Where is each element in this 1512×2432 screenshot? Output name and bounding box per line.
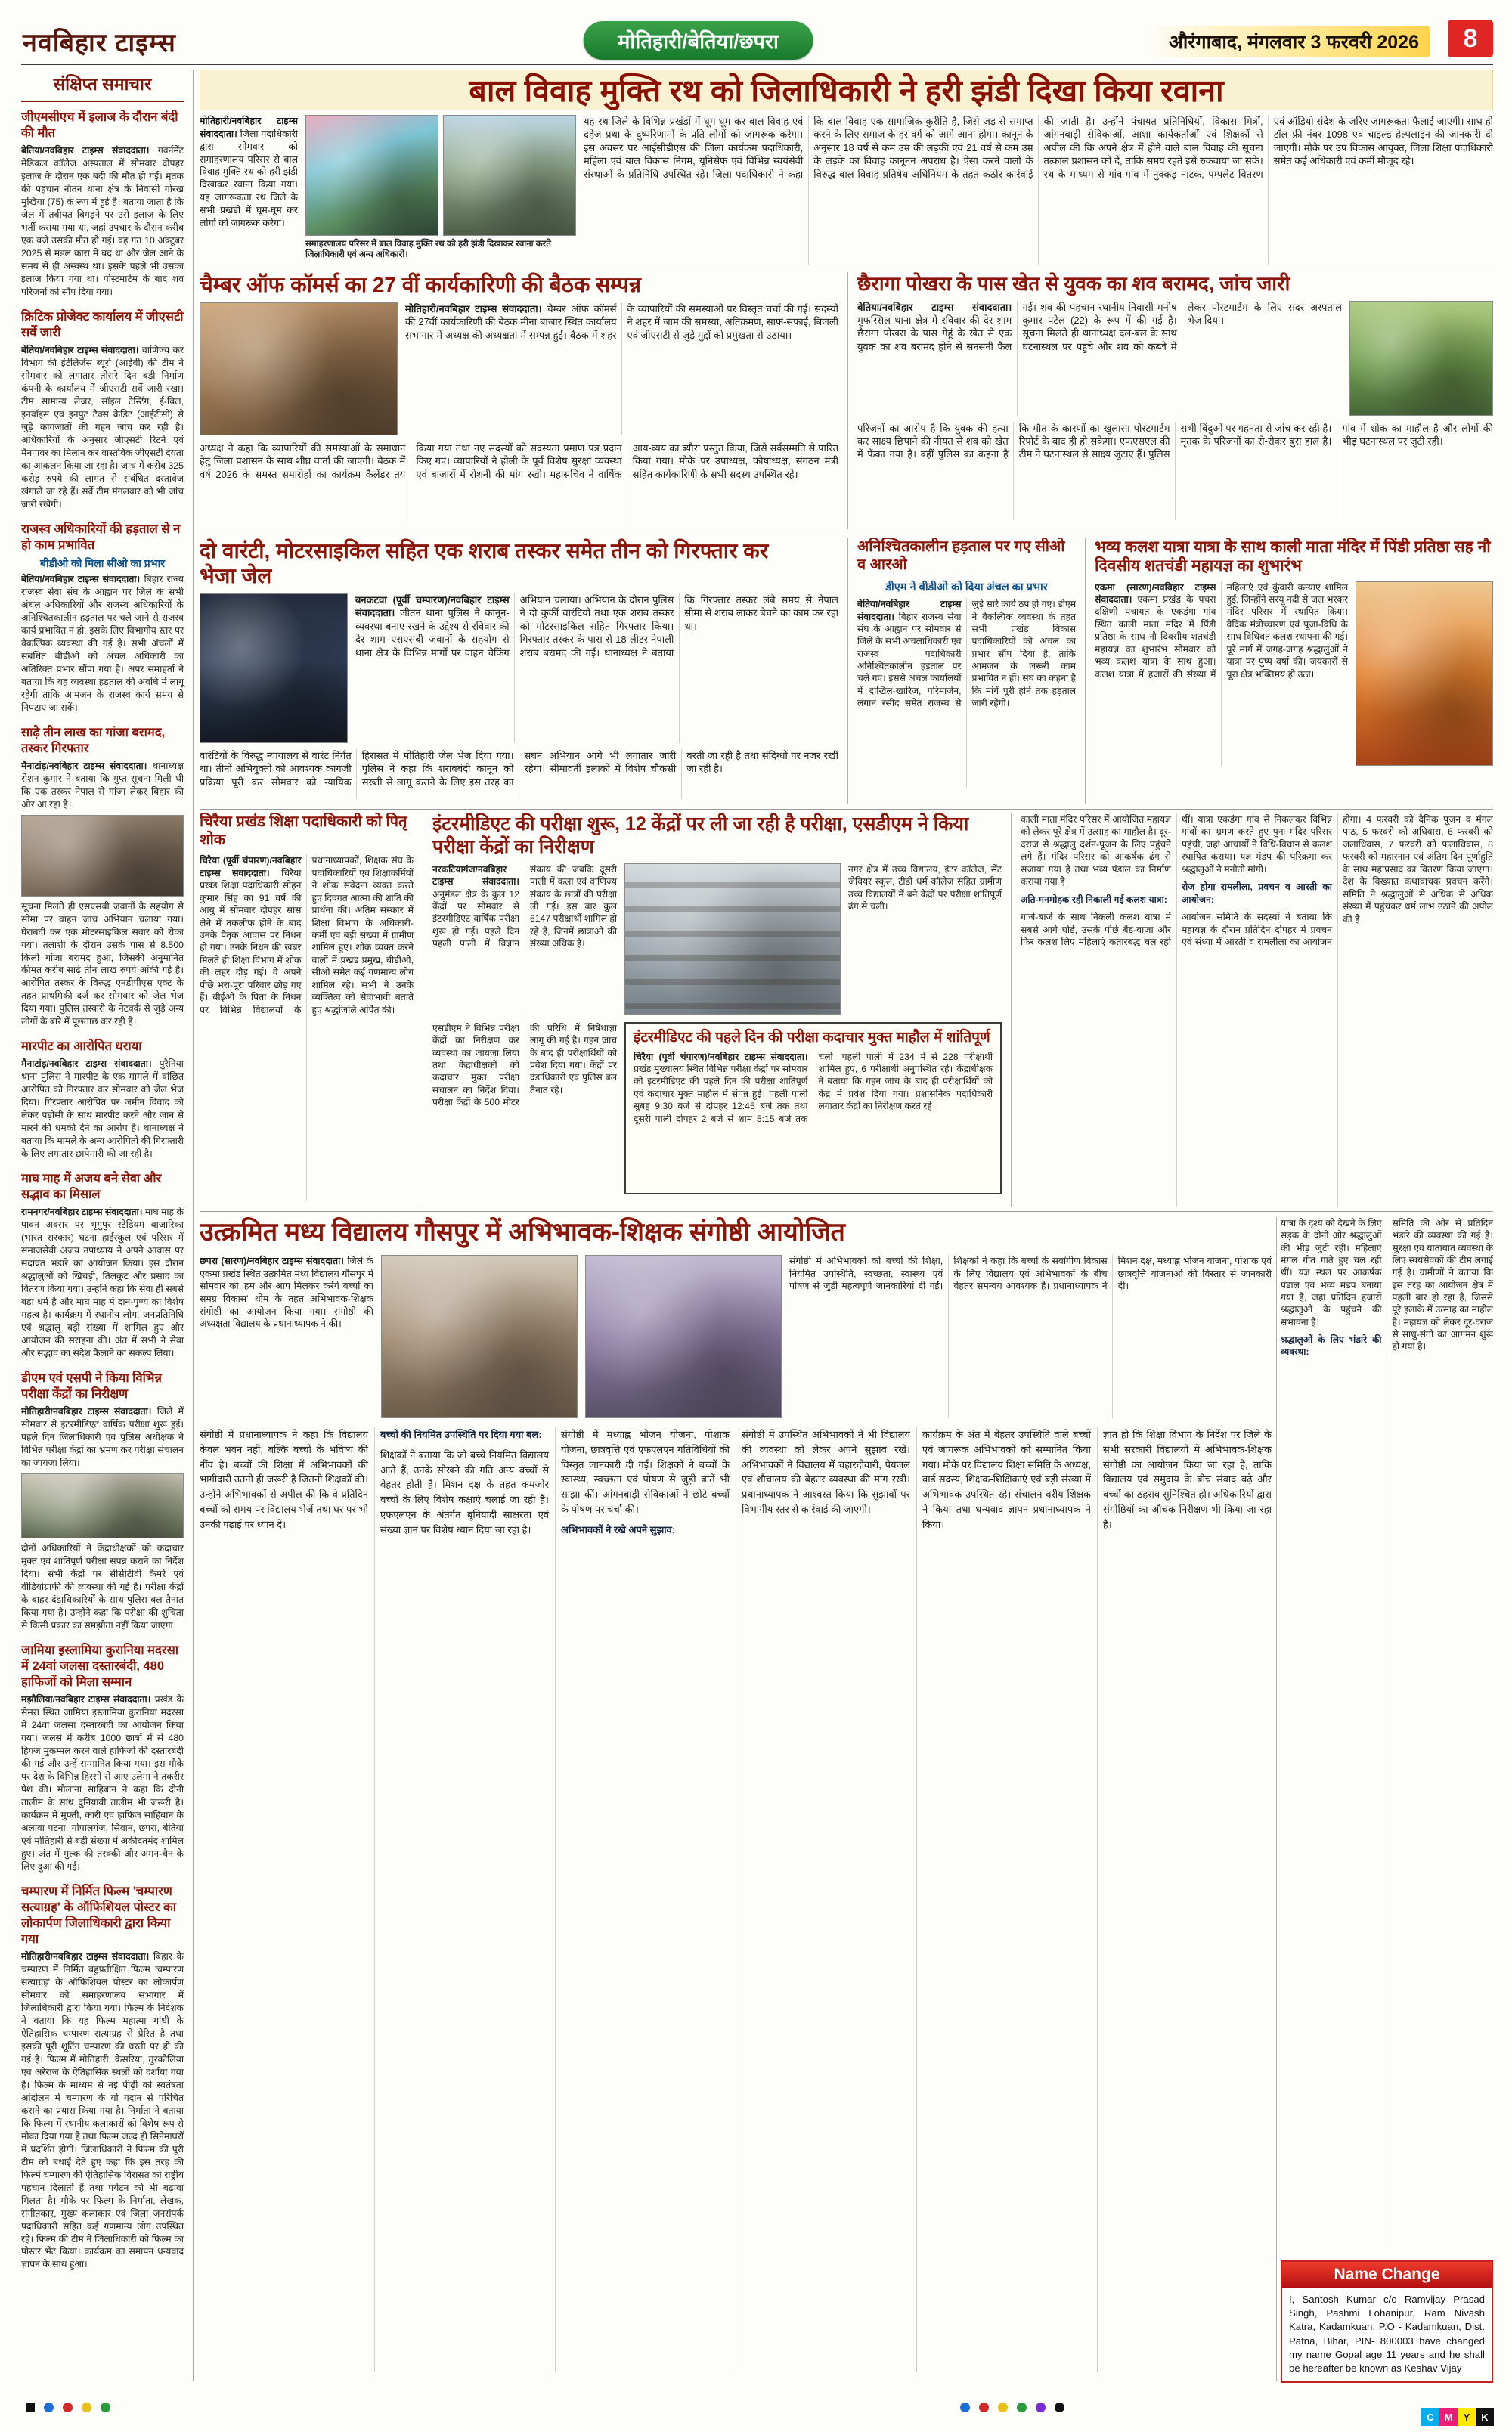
- article-text: जिले के एकमा प्रखंड स्थित उत्क्रमित मध्य विद्यालय गौसपुर में सोमवार को 'हम और आप मिलकर करेंगे बच्चों का समग्र विकास' थीम के तहत अभिभावक-शिक्षक संगोष्ठी का आयोजन किया गया। संगोष्ठी की अध्यक्षता विद्यालय के प्रधानाध्यापक ने की।: [200, 1256, 373, 1330]
- article-text: संगोष्ठी में मध्याह्न भोजन योजना, पोशाक योजना, छात्रवृत्ति एवं एफएलएन गतिविधियों की विस्तृत जानकारी दी गई। शिक्षकों ने बच्चों के स्वास्थ्य, स्वच्छता एवं पोषण से जुड़ी बातें भी साझा कीं। आंगनबाड़ी सेविकाओं ने छोटे बच्चों के पोषण पर चर्चा की।: [561, 1429, 730, 1515]
- continuation-text: काली माता मंदिर परिसर में आयोजित महायज्ञ को लेकर पूरे क्षेत्र में उत्साह का माहौल है। दूर-दराज से श्रद्धालु दर्शन-पूजन के लिए पहुंचने लगे हैं। मंदिर परिसर को आकर्षक ढंग से सजाया गया है तथा भव्य पंडाल का निर्माण कराया गया है।: [1021, 814, 1171, 888]
- article-headline: छैरागा पोखरा के पास खेत से युवक का शव बरामद, जांच जारी: [857, 272, 1290, 295]
- brief-news-item: [21, 1371, 184, 1632]
- article-intro: [200, 1255, 373, 1418]
- article-text: एकमा प्रखंड के पचरा दक्षिणी पंचायत के एकडंगा गांव स्थित काली माता मंदिर में पिंडी प्रतिष्ठा के साथ नौ दिवसीय शतचंडी महायज्ञ का शुभारंभ सोमवार को भव्य कलश यात्रा के साथ हुआ। कलश यात्रा में हजारों की संख्या में महिलाएं एवं कुंवारी कन्याएं शामिल हुईं, जिन्होंने सरयू नदी से जल भरकर मंदिर परिसर में स्थापित किया। वैदिक मंत्रोच्चारण एवं पूजा-विधि के साथ विधिवत कलश स्थापना की गई। पूरे मार्ग में जगह-जगह श्रद्धालुओं ने यात्रा पर पुष्प वर्षा की। जयकारों से पूरा क्षेत्र भक्तिमय हो उठा।: [1095, 581, 1348, 680]
- news-body: [21, 760, 184, 811]
- registration-dot: [44, 2403, 54, 2412]
- continuation-subhead: रोज होगा रामलीला, प्रवचन व आरती का आयोजन:: [1182, 881, 1332, 905]
- article-bereavement: [200, 813, 423, 1207]
- lead-intro: जिला पदाधिकारी द्वारा सोमवार को समाहरणालय परिसर से बाल विवाह मुक्ति रथ को हरी झंडी दिखाकर रवाना किया गया। यह जागरूकता रथ जिले के सभी प्रखंडों में घूम-घूम कर लोगों को जागरूक करेगा।: [200, 128, 298, 228]
- rail-subhead: श्रद्धालुओं के लिए भंडारे की व्यवस्था:: [1281, 1334, 1382, 1358]
- article-text: संगोष्ठी में प्रधानाध्यापक ने कहा कि विद्यालय केवल भवन नहीं, बल्कि बच्चों के भविष्य की नींव है। बच्चों की शिक्षा में अभिभावकों की भागीदारी उतनी ही जरूरी है जितनी शिक्षकों की। उन्होंने अभिभावकों से अपील की कि वे प्रतिदिन बच्चों को समय पर विद्यालय भेजें तथा घर पर भी उनकी पढ़ाई पर ध्यान दें।: [200, 1429, 368, 1530]
- article-text: संगोष्ठी में उपस्थित अभिभावकों ने भी विद्यालय की व्यवस्था को लेकर अपने सुझाव रखे। अभिभावकों ने विद्यालय में चहारदीवारी, पेयजल एवं शौचालय की बेहतर व्यवस्था की मांग रखी। प्रधानाध्यापक ने आश्वस्त किया कि सुझावों पर विभागीय स्तर से कार्रवाई की जाएगी।: [742, 1429, 910, 1515]
- masthead: [21, 18, 1493, 60]
- registration-marks: [0, 2393, 1512, 2432]
- news-text: बिहार के चम्पारण में निर्मित बहुप्रतीक्षित फिल्म 'चम्पारण सत्याग्रह' के ऑफिशियल पोस्टर का लोकार्पण सोमवार को समाहरणालय सभागार में जिलाधिकारी द्वारा किया गया। फिल्म के निर्देशक ने बताया कि यह फिल्म महात्मा गांधी के ऐतिहासिक चम्पारण सत्याग्रह से प्रेरित है तथा इसकी पूरी शूटिंग चम्पारण की धरती पर ही की गई है। फिल्म में मोतिहारी, केसरिया, तुरकौलिया एवं अरेराज के ऐतिहासिक स्थलों को दर्शाया गया है। फिल्म के माध्यम से नई पीढ़ी को स्वतंत्रता आंदोलन में चम्पारण के यो गदान से परिचित कराने का प्रयास किया गया है। निर्माता ने बताया कि फिल्म में स्थानीय कलाकारों को विशेष रूप से मौका दिया गया है तथा फिल्म जल्द ही सिनेमाघरों में प्रदर्शित होगी। जिलाधिकारी ने फिल्म की पूरी टीम को बधाई देते हुए कहा कि इस तरह की फिल्में चम्पारण की ऐतिहासिक विरासत को राष्ट्रीय पहचान दिलाती हैं तथा पर्यटन को भी बढ़ावा मिलता है। मौके पर फिल्म के निर्माता, लेखक, संगीतकार, मुख्य कलाकार एवं जिला जनसंपर्क पदाधिकारी सहित कई गणमान्य लोग उपस्थित रहे। फिल्म की टीम ने जिलाधिकारी को फिल्म का पोस्टर भेंट किया। कार्यक्रम का समापन धन्यवाद ज्ञापन के साथ हुआ।: [21, 1951, 184, 2270]
- news-body: [21, 1950, 184, 2271]
- article-inter-exam: [432, 813, 1012, 1207]
- brief-news-item: [21, 1884, 184, 2272]
- registration-dot: [979, 2403, 989, 2412]
- lead-dateline: मोतिहारी/नवबिहार टाइम्स संवाददाता।: [200, 116, 298, 139]
- ptm-photo-1: [381, 1255, 578, 1418]
- news-body: दोनों अधिकारियों ने केंद्राधीक्षकों को कदाचार मुक्त एवं शांतिपूर्ण परीक्षा संपन्न कराने का निर्देश दिया। सभी केंद्रों पर सीसीटीवी कैमरे एवं वीडियोग्राफी की व्यवस्था की गई है। परीक्षा केंद्रों के बाहर दंडाधिकारियों के साथ पुलिस बल तैनात किया गया है। उन्होंने कहा कि परीक्षा की शुचिता से किसी प्रकार का समझौता नहीं किया जाएगा।: [21, 1543, 184, 1631]
- article-body-found: [857, 272, 1493, 529]
- brief-news-item: [21, 1171, 184, 1360]
- brief-news-item: [21, 1643, 184, 1873]
- news-dateline: बेतिया/नवबिहार टाइम्स संवाददाता।: [21, 573, 141, 584]
- news-headline: क्रिटिक प्रोजेक्ट कार्यालय में जीएसटी सर्वे जारी: [21, 309, 184, 339]
- news-subhead: बीडीओ को मिला सीओ का प्रभार: [40, 556, 165, 569]
- brief-news-item: [21, 110, 184, 299]
- article-body: [200, 854, 414, 1201]
- news-headline: मारपीट का आरोपित धराया: [21, 1039, 142, 1054]
- section-divider: [200, 1211, 1493, 1212]
- rail-text: यात्रा के दृश्य को देखने के लिए सड़क के दोनों ओर श्रद्धालुओं की भीड़ जुटी रही। महिलाएं मंगल गीत गाते हुए चल रही थीं। यज्ञ स्थल पर आकर्षक पंडाल एवं भव्य मंडप बनाया गया है, जहां प्रतिदिन हजारों श्रद्धालुओं के पहुंचने की संभावना है।: [1281, 1218, 1382, 1328]
- brief-news-sidebar: [21, 70, 194, 2381]
- article-text: मुफस्सिल थाना क्षेत्र में रविवार की देर शाम छैरागा पोखरा के पास गेहूं के खेत से एक युवक का शव बरामद होने से सनसनी फैल गई। शव की पहचान स्थानीय निवासी मनीष कुमार पटेल (22) के रूप में की गई है। सूचना मिलते ही थानाध्यक्ष दल-बल के साथ घटनास्थल पर पहुंचे और शव को कब्जे में लेकर पोस्टमार्टम के लिए सदर अस्पताल भेज दिया।: [857, 301, 1342, 352]
- brief-news-item: [21, 1039, 184, 1160]
- news-text: बिहार राज्य राजस्व सेवा संघ के आह्वान पर जिले के सभी अंचल अधिकारियों और राजस्व अधिकारियों के अनिश्चितकालीन हड़ताल पर चले जाने से राजस्व कार्य प्रभावित न हो, इसके लिए विभागीय स्तर पर वैकल्पिक व्यवस्था की गई है। सभी अंचलों में संबंधित बीडीओ को अंचल अधिकारी का अतिरिक्त प्रभार सौंपा गया है। अपर समाहर्ता ने बताया कि यह व्यवस्था हड़ताल की अवधि में लागू रहेगी ताकि आमजन के राजस्व कार्य समय से निपटाए जा सकें।: [21, 573, 184, 713]
- paper-title: नवबिहार टाइम्स: [23, 29, 176, 57]
- news-dateline: मझौलिया/नवबिहार टाइम्स संवाददाता।: [21, 1694, 151, 1705]
- article-body: [1095, 581, 1348, 766]
- article-body: [432, 863, 617, 1015]
- registration-square: [26, 2403, 35, 2412]
- news-text: पुरैनिया थाना पुलिस ने मारपीट के एक मामले में वांछित आरोपित को गिरफ्तार कर सोमवार को जेल भेज दिया। गिरफ्तार आरोपित पर जमीन विवाद को लेकर पड़ोसी के साथ मारपीट करने और जान से मारने की धमकी देने का आरोप है। थानाध्यक्ष ने बताया कि मामले के अन्य आरोपितों की गिरफ्तारी के लिए लगातार छापेमारी की जा रही है।: [21, 1058, 184, 1160]
- article-side-columns: संगोष्ठी में अभिभावकों को बच्चों की शिक्षा, नियमित उपस्थिति, स्वच्छता, स्वास्थ्य एवं पोषण से जुड़ी महत्वपूर्ण जानकारियां दी गईं। शिक्षकों ने कहा कि बच्चों के सर्वांगीण विकास के लिए विद्यालय एवं अभिभावकों के बीच बेहतर समन्वय आवश्यक है। प्रधानाध्यापक ने मिशन दक्ष, मध्याह्न भोजन योजना, पोशाक एवं छात्रवृत्ति योजनाओं की विस्तार से जानकारी दी।: [789, 1256, 1272, 1292]
- article-body: [857, 301, 1342, 416]
- cmyk-bar: [1421, 2408, 1494, 2426]
- article-text: चिरैया प्रखंड शिक्षा पदाधिकारी सोहन कुमार सिंह का 91 वर्ष की आयु में सोमवार दोपहर सांस लेने में तकलीफ होने के बाद उनके पैतृक आवास पर निधन हो गया। उनके निधन की खबर मिलते ही शिक्षा विभाग में शोक की लहर दौड़ गई। वे अपने पीछे भरा-पूरा परिवार छोड़ गए हैं। बीईओ के पिता के निधन पर विभिन्न विद्यालयों के प्रधानाध्यापकों, शिक्षक संघ के पदाधिकारियों एवं शिक्षाकर्मियों ने शोक संवेदना व्यक्त करते हुए दिवंगत आत्मा की शांति की प्रार्थना की। अंतिम संस्कार में शिक्षा विभाग के अधिकारी-कर्मी एवं बड़ी संख्या में ग्रामीण शामिल हुए। शोक व्यक्त करने वालों में प्रखंड प्रमुख, बीडीओ, सीओ समेत कई गणमान्य लोग शामिल रहे। सभी ने उनके व्यक्तित्व को सेवाभावी बताते हुए श्रद्धांजलि अर्पित की।: [200, 855, 414, 1015]
- news-dateline: मोतिहारी/नवबिहार टाइम्स संवाददाता।: [21, 1951, 150, 1963]
- news-headline: साढ़े तीन लाख का गांजा बरामद, तस्कर गिरफ्तार: [21, 725, 166, 755]
- registration-dot: [1036, 2403, 1046, 2412]
- article-body: [405, 302, 838, 435]
- article-headline: इंटरमीडिएट की पहले दिन की परीक्षा कदाचार मुक्त माहौल में शांतिपूर्ण: [634, 1030, 990, 1046]
- continuation-subhead: अति-मनमोहक रही निकाली गई कलश यात्रा:: [1021, 894, 1167, 905]
- article-body-columns: [200, 1427, 1272, 2372]
- registration-dot: [1055, 2403, 1064, 2412]
- article-liquor-arrest: [200, 538, 848, 804]
- section-divider: [200, 809, 1493, 810]
- article-body-continued: वारंटियों के विरुद्ध न्यायालय से वारंट निर्गत था। तीनों अभियुक्तों को आवश्यक कागजी प्रक्रिया पूरी कर सोमवार को न्यायिक हिरासत में मोतिहारी जेल भेज दिया गया। पुलिस ने कहा कि शराबबंदी कानून को सख्ती से लागू कराने के लिए इस तरह का सघन अभियान आगे भी लगातार जारी रहेगा। सीमावर्ती इलाकों में विशेष चौकसी बरती जा रही है तथा संदिग्धों पर नजर रखी जा रही है।: [200, 750, 838, 788]
- lead-body: यह रथ जिले के विभिन्न प्रखंडों में घूम-घूम कर बाल विवाह एवं दहेज प्रथा के दुष्परिणामों के प्रति लोगों को जागरूक करेगा। इस अवसर पर आईसीडीएस की जिला कार्यक्रम पदाधिकारी, महिला एवं बाल विकास निगम, यूनिसेफ एवं विभिन्न स्वयंसेवी संस्थाओं के प्रतिनिधि उपस्थित रहे। जिला पदाधिकारी ने कहा कि बाल विवाह एक सामाजिक कुरीति है, जिसे जड़ से समाप्त करने के लिए समाज के हर वर्ग को आगे आना होगा। कानून के अनुसार 18 वर्ष से कम उम्र की लड़की एवं 21 वर्ष से कम उम्र के लड़के का विवाह कानूनन अपराध है। ऐसा करने वालों के विरुद्ध बाल विवाह प्रतिषेध अधिनियम के तहत कठोर कार्रवाई की जाती है। उन्होंने पंचायत प्रतिनिधियों, विकास मित्रों, आंगनबाड़ी सेविकाओं, आशा कार्यकर्ताओं एवं शिक्षकों से अपील की कि अपने क्षेत्र में होने वाले बाल विवाह की सूचना तत्काल प्रशासन को दें, ताकि समय रहते इसे रुकवाया जा सके। रथ के माध्यम से गांव-गांव में नुक्कड़ नाटक, पम्पलेट वितरण एवं ऑडियो संदेश के जरिए जागरूकता फैलाई जाएगी। साथ ही टॉल फ्री नंबर 1098 एवं चाइल्ड हेल्पलाइन की जानकारी दी जाएगी। मौके पर उप विकास आयुक्त, जिला शिक्षा पदाधिकारी समेत कई अधिकारी एवं कर्मी मौजूद रहे।: [584, 116, 1493, 180]
- news-dateline: मोतिहारी/नवबिहार टाइम्स संवाददाता।: [21, 1406, 152, 1417]
- news-text: माघ माह के पावन अवसर पर भृगुपुर स्टेडियम बाजारिका (भारत सरकार) घटना हाईस्कूल एवं परिसर में समाजसेवी अजय उपाध्याय ने अपने आवास पर सदाव्रत भंडारे का आयोजन किया। इस दौरान श्रद्धालुओं को खिचड़ी, तिलकुट और प्रसाद का वितरण किया गया। उन्होंने कहा कि सेवा ही सबसे बड़ा धर्म है और माघ माह में दान-पुण्य का विशेष महत्व है। कार्यक्रम में स्थानीय लोग, जनप्रतिनिधि एवं श्रद्धालु बड़ी संख्या में शामिल हुए और आयोजन की सराहना की। अंत में सभी ने सेवा और सद्भाव का संदेश फैलाने का संकल्प लिया।: [21, 1207, 184, 1359]
- news-body: सूचना मिलते ही एसएसबी जवानों के सहयोग से सीमा पर वाहन जांच अभियान चलाया गया। घेराबंदी कर एक मोटरसाइकिल सवार को रोका गया। तलाशी के दौरान उसके पास से 8.500 किलो गांजा बरामद हुआ, जिसकी अनुमानित कीमत करीब साढ़े तीन लाख रुपये आंकी गई है। आरोपित तस्कर के विरुद्ध एनडीपीएस एक्ट के तहत प्राथमिकी दर्ज कर सोमवार को जेल भेज दिया गया। पुलिस तस्करी के नेटवर्क से जुड़े अन्य लोगों के बारे में पूछताछ कर रही है।: [21, 900, 184, 1027]
- news-body: [21, 1058, 184, 1160]
- news-text: प्रखंड के सेमरा स्थित जामिया इस्लामिया कुरानिया मदरसा में 24वां जलसा दस्तारबंदी का आयोजन किया गया। जलसे में करीब 1000 छात्रों में से 480 हिफ्ज मुकम्मल करने वाले हाफिजों की दस्तारबंदी की गई और उन्हें सम्मानित किया गया। इस मौके पर देश के विभिन्न हिस्सों से आए उलेमा ने तकरीर पेश की। मौलाना साहिबान ने कहा कि दीनी तालीम के साथ दुनियावी तालीम भी जरूरी है। कार्यक्रम में मुफ्ती, कारी एवं हाफिज साहिबान के अलावा पटना, गोपालगंज, सिवान, छपरा, बेतिया एवं मोतिहारी से बड़ी संख्या में अकीदतमंद शामिल हुए। अंत में मुल्क की तरक्की और अमन-चैन के लिए दुआ की गई।: [21, 1694, 184, 1872]
- news-dateline: मैनाटांड़/नवबिहार टाइम्स संवाददाता।: [21, 760, 147, 771]
- lead-photo-1: [305, 115, 438, 236]
- rail-columns: [1281, 1217, 1493, 2245]
- name-change-notice: [1281, 2260, 1493, 2383]
- article-dateline: चिरैया (पूर्वी चंपारण)/नवबिहार टाइम्स संवाददाता।: [200, 855, 302, 878]
- news-body: [21, 1693, 184, 1873]
- brief-news-item: [21, 522, 184, 714]
- lead-headline: बाल विवाह मुक्ति रथ को जिलाधिकारी ने हरी झंडी दिखा किया रवाना: [469, 73, 1224, 108]
- article-subhead: अभिभावकों ने रखे अपने सुझाव:: [561, 1523, 676, 1535]
- article-strike: [857, 538, 1086, 804]
- continuation-text: गाजे-बाजे के साथ निकली कलश यात्रा में सबसे आगे घोड़े, उसके पीछे बैंड-बाजा और फिर कलश लिए महिलाएं कतारबद्ध चल रही थीं। यात्रा एकडंगा गांव से निकलकर विभिन्न गांवों का भ्रमण करते हुए पुनः मंदिर परिसर पहुंची, जहां आचार्यों ने विधि-विधान से कलश स्थापित कराया। यज्ञ मंडप की परिक्रमा कर श्रद्धालुओं ने मनौती मांगी।: [1021, 814, 1332, 948]
- edition-dateline: औरंगाबाद, मंगलवार 3 फरवरी 2026: [1146, 26, 1430, 57]
- registration-dot: [960, 2403, 970, 2412]
- registration-dot: [63, 2403, 73, 2412]
- cmyk-magenta: M: [1439, 2408, 1458, 2426]
- registration-dot: [1017, 2403, 1027, 2412]
- article-headline: भव्य कलश यात्रा यात्रा के साथ काली माता मंदिर में पिंडी प्रतिष्ठा सह नौ दिवसीय शतचंडी महायज्ञ का शुभारंभ: [1095, 538, 1491, 575]
- article-headline: चिरैया प्रखंड शिक्षा पदाधिकारी को पितृ शोक: [200, 813, 407, 848]
- news-dateline: रामनगर/नवबिहार टाइम्स संवाददाता।: [21, 1207, 143, 1218]
- article-body-continued: एसडीएम ने विभिन्न परीक्षा केंद्रों का निरीक्षण कर व्यवस्था का जायजा लिया तथा केंद्राधीक्षकों को कदाचार मुक्त परीक्षा संचालन का निर्देश दिया। परीक्षा केंद्रों के 500 मीटर की परिधि में निषेधाज्ञा लागू की गई है। गहन जांच के बाद ही परीक्षार्थियों को प्रवेश दिया गया। केंद्रों पर दंडाधिकारी एवं पुलिस बल तैनात रहे।: [432, 1023, 617, 1108]
- article-dateline: बेतिया/नवबिहार टाइम्स संवाददाता।: [857, 599, 962, 622]
- article-headline: अनिश्चितकालीन हड़ताल पर गए सीओ व आरओ: [857, 538, 1065, 573]
- article-text: शिक्षकों ने बताया कि जो बच्चे नियमित विद्यालय आते हैं, उनके सीखने की गति अन्य बच्चों से बेहतर होती है। मिशन दक्ष के तहत कमजोर बच्चों के लिए विशेष कक्षाएं चलाई जा रही हैं। एफएलएन के अंतर्गत बुनियादी साक्षरता एवं संख्या ज्ञान पर विशेष ध्यान दिया जा रहा है।: [380, 1448, 549, 1535]
- news-headline: डीएम एवं एसपी ने किया विभिन्न परीक्षा केंद्रों का निरीक्षण: [21, 1371, 162, 1402]
- news-body: [21, 573, 184, 714]
- news-body: [21, 1405, 184, 1470]
- lead-photo-2: [443, 115, 576, 236]
- article-chamber-meeting: [200, 272, 848, 529]
- article-dateline: छपरा (सारण)/नवबिहार टाइम्स संवाददाता।: [200, 1256, 344, 1267]
- column-divider: [1276, 1217, 1277, 2381]
- registration-dots-left: [26, 2403, 110, 2412]
- sidebar-title: संक्षिप्त समाचार: [21, 70, 184, 102]
- crime-scene-photo: [1349, 301, 1493, 416]
- page-number-badge: 8: [1448, 20, 1493, 57]
- article-body-continued: परिजनों का आरोप है कि युवक की हत्या कर साक्ष्य छिपाने की नीयत से शव को खेत में फेंका गया है। वहीं पुलिस का कहना है कि मौत के कारणों का खुलासा पोस्टमार्टम रिपोर्ट के बाद ही हो सकेगा। एफएसएल की टीम ने घटनास्थल से साक्ष्य जुटाए हैं। पुलिस सभी बिंदुओं पर गहनता से जांच कर रही है। मृतक के परिजनों का रो-रोकर बुरा हाल है। गांव में शोक का माहौल है और लोगों की भीड़ घटनास्थल पर जुटी रही।: [857, 422, 1493, 460]
- brief-news-item: [21, 725, 184, 1029]
- news-text: वाणिज्य कर विभाग की इंटेलिजेंस ब्यूरो (आईबी) की टीम ने सोमवार को लगातार तीसरे दिन बड़ी निर्माण कंपनी के कार्यालय में जीएसटी सर्वे जारी रखा। टीम सामान्य लेजर, सॉइल टेस्टिंग, ई-बिल, इनवॉइस एवं इनपुट टैक्स क्रेडिट (आईटीसी) से जुड़े कागजातों की गहन जांच कर रही है। अधिकारियों के अनुसार जीएसटी रिटर्न एवं मैनपावर का मिलान कर वास्तविक जीएसटी देयता का आकलन किया जा रहा है। जांच में करीब 325 करोड़ रुपये की लागत से संबंधित दस्तावेज खंगाले जा रहे हैं। सर्वे टीम मंगलवार को भी जांच जारी रखेगी।: [21, 345, 184, 510]
- news-text: थानाध्यक्ष रोशन कुमार ने बताया कि गुप्त सूचना मिली थी कि एक तस्कर नेपाल से गांजा लेकर बिहार की ओर आ रहा है।: [21, 760, 184, 810]
- article-text: जीतन थाना पुलिस ने कानून-व्यवस्था बनाए रखने के उद्देश्य से रविवार की देर शाम एसएसबी जवानों के सहयोग से थाना क्षेत्र के विभिन्न मार्गों पर वाहन चेकिंग अभियान चलाया। अभियान के दौरान पुलिस ने दो कुर्की वारंटियों तथा एक शराब तस्कर को मोटरसाइकिल सहित गिरफ्तार किया। गिरफ्तार तस्कर के पास से 18 लीटर नेपाली शराब बरामद की गई। थानाध्यक्ष ने बताया कि गिरफ्तार तस्कर लंबे समय से नेपाल सीमा से शराब लाकर बेचने का काम कर रहा था।: [355, 594, 838, 658]
- name-change-title: Name Change: [1282, 2262, 1492, 2288]
- article-dateline: मोतिहारी/नवबिहार टाइम्स संवाददाता।: [405, 303, 542, 315]
- article-dateline: नरकटियागंज/नवबिहार टाइम्स संवाददाता।: [432, 864, 519, 888]
- cmyk-cyan: C: [1421, 2408, 1439, 2426]
- article-dateline: बनकटवा (पूर्वी चम्पारण)/नवबिहार टाइम्स संवाददाता।: [355, 594, 510, 619]
- article-text: कार्यक्रम के अंत में बेहतर उपस्थिति वाले बच्चों एवं जागरूक अभिभावकों को सम्मानित किया गया। मौके पर विद्यालय शिक्षा समिति के अध्यक्ष, वार्ड सदस्य, शिक्षक-शिक्षिकाएं एवं बड़ी संख्या में अभिभावक उपस्थित रहे। संचालन वरीय शिक्षक ने किया तथा धन्यवाद ज्ञापन प्रधानाध्यापक ने किया।: [922, 1429, 1091, 1530]
- ptm-photo-2: [585, 1255, 782, 1418]
- kalash-yatra-photo: [1356, 581, 1493, 766]
- news-body: [21, 344, 184, 511]
- arrest-night-photo: [200, 593, 348, 743]
- article-headline: इंटरमीडिएट की परीक्षा शुरू, 12 केंद्रों पर ली जा रही है परीक्षा, एसडीएम ने किया परीक्षा केंद्रों का निरीक्षण: [432, 813, 969, 857]
- ganja-seizure-photo: [21, 815, 184, 897]
- news-body: [21, 1206, 184, 1360]
- masthead-divider: [21, 64, 1493, 67]
- article-body-right: नगर क्षेत्र में उच्च विद्यालय, इंटर कॉलेज, सेंट जेवियर स्कूल, टीडी धर्म कॉलेज सहित ग्रामीण उच्च विद्यालयों में बने केंद्रों पर परीक्षा शांतिपूर्ण ढंग से चली।: [848, 864, 1002, 912]
- article-text: बिहार राजस्व सेवा संघ के आह्वान पर सोमवार से जिले के सभी अंचलाधिकारी एवं राजस्व पदाधिकारी अनिश्चितकालीन हड़ताल पर चले गए। इससे अंचल कार्यालयों में दाखिल-खारिज, परिमार्जन, लगान रसीद समेत राजस्व से जुड़े सारे कार्य ठप हो गए। डीएम ने वैकल्पिक व्यवस्था के तहत सभी प्रखंड विकास पदाधिकारियों को अंचल का प्रभार सौंप दिया है, ताकि आमजन के जरूरी काम प्रभावित न हों। संघ का कहना है कि मांगें पूरी होने तक हड़ताल जारी रहेगी।: [857, 599, 1076, 708]
- article-headline: उत्क्रमित मध्य विद्यालय गौसपुर में अभिभावक-शिक्षक संगोष्ठी आयोजित: [200, 1218, 845, 1247]
- article-body: [634, 1051, 993, 1172]
- news-body: [21, 144, 184, 299]
- lead-photo-block: [305, 115, 576, 265]
- article-body: [857, 598, 1076, 788]
- brief-news-item: [21, 309, 184, 511]
- registration-dot: [998, 2403, 1008, 2412]
- article-body-continued: अध्यक्ष ने कहा कि व्यापारियों की समस्याओं के समाधान हेतु जिला प्रशासन के साथ शीघ्र वार्ता की जाएगी। बैठक में वर्ष 2026 के समस्त समारोहों का कार्यक्रम कैलेंडर तय किया गया तथा नए सदस्यों को सदस्यता प्रमाण पत्र प्रदान किए गए। व्यापारियों ने होली के पूर्व विशेष सुरक्षा व्यवस्था एवं बाजारों में रोशनी की मांग रखी। महासचिव ने वार्षिक आय-व्यय का ब्यौरा प्रस्तुत किया, जिसे सर्वसम्मति से पारित किया गया। मौके पर उपाध्यक्ष, कोषाध्यक्ष, संगठन मंत्री सहित कार्यकारिणी के सभी सदस्य उपस्थित रहे।: [200, 442, 838, 480]
- region-banner: मोतिहारी/बेतिया/छपरा: [583, 21, 813, 60]
- article-kalash-yatra: [1095, 538, 1493, 804]
- news-dateline: बेतिया/नवबिहार टाइम्स संवाददाता।: [21, 145, 150, 156]
- article-headline: दो वारंटी, मोटरसाइकिल सहित एक शराब तस्कर समेत तीन को गिरफ्तार कर भेजा जेल: [200, 539, 769, 588]
- news-text: जिले में सोमवार से इंटरमीडिएट वार्षिक परीक्षा शुरू हुई। पहले दिन जिलाधिकारी एवं पुलिस अधीक्षक ने विभिन्न परीक्षा केंद्रों का भ्रमण कर परीक्षा संचालन का जायजा लिया।: [21, 1406, 184, 1469]
- kalash-continuation: [1021, 813, 1493, 1207]
- name-change-body: I, Santosh Kumar c/o Ramvijay Prasad Singh, Pashmi Lohanipur, Ram Nivash Katra, Kadamkuan, P.O - Kadamkuan, Dist. Patna, Bihar, PIN- 800003 have changed my name Gopal age 11 years and he shall be hereafter be known as Keshav Vijay: [1289, 2294, 1485, 2375]
- article-exam-peaceful-box: [624, 1022, 1002, 1194]
- rail-text: समिति की ओर से प्रतिदिन भंडारे की व्यवस्था की गई है। सुरक्षा एवं यातायात व्यवस्था के लिए स्वयंसेवकों की टीम लगाई गई है। ग्रामीणों ने बताया कि इस तरह का आयोजन क्षेत्र में पहली बार हो रहा है, जिससे पूरे इलाके में उत्साह का माहौल है। महायज्ञ को लेकर दूर-दराज से साधु-संतों का आगमन शुरू हो गया है।: [1392, 1218, 1493, 1352]
- article-subhead: डीएम ने बीडीओ को दिया अंचल का प्रभार: [885, 581, 1048, 594]
- lead-article: [200, 115, 1493, 265]
- article-text: चैम्बर ऑफ कॉमर्स की 27वीं कार्यकारिणी की बैठक मीना बाजार स्थित कार्यालय सभागार में अध्यक्ष की अध्यक्षता में सम्पन्न हुई। बैठक में शहर के व्यापारियों की समस्याओं पर विस्तृत चर्चा की गई। सदस्यों ने शहर में जाम की समस्या, अतिक्रमण, साफ-सफाई, बिजली एवं जीएसटी से जुड़े मुद्दों को प्रमुखता से उठाया।: [405, 303, 838, 341]
- article-headline: चैम्बर ऑफ कॉमर्स का 27 वीं कार्यकारिणी की बैठक सम्पन्न: [200, 273, 641, 296]
- right-rail: [1281, 1217, 1493, 2251]
- exam-inspection-photo: [21, 1473, 184, 1538]
- registration-dot: [101, 2403, 110, 2412]
- news-headline: जामिया इस्लामिया कुरानिया मदरसा में 24वां जलसा दस्तारबंदी, 480 हाफिजों को मिला सम्मान: [21, 1643, 178, 1690]
- news-headline: चम्पारण में निर्मित फिल्म 'चम्पारण सत्याग्रह' के ऑफिशियल पोस्टर का लोकार्पण जिलाधिकारी द्वारा किया गया: [21, 1884, 176, 1947]
- news-headline: जीएमसीएच में इलाज के दौरान बंदी की मौत: [21, 110, 178, 141]
- cmyk-black: K: [1476, 2408, 1494, 2426]
- article-parent-teacher-meet: [200, 1217, 1272, 2381]
- article-subhead: बच्चों की नियमित उपस्थिति पर दिया गया बल:: [380, 1429, 542, 1441]
- news-headline: राजस्व अधिकारियों की हड़ताल से न हो काम प्रभावित: [21, 522, 181, 552]
- lead-headline-band: [200, 70, 1493, 110]
- photo-caption: समाहरणालय परिसर में बाल विवाह मुक्ति रथ को हरी झंडी दिखाकर रवाना करते जिलाधिकारी एवं अन्य अधिकारी।: [305, 240, 551, 260]
- article-text: प्रखंड मुख्यालय स्थित विभिन्न परीक्षा केंद्रों पर सोमवार को इंटरमीडिएट की पहले दिन की परीक्षा शांतिपूर्ण एवं कदाचार मुक्त माहौल में संपन्न हुई। पहली पाली सुबह 9:30 बजे से दोपहर 12:45 बजे तक तथा दूसरी पाली दोपहर 2 बजे से शाम 5:15 बजे तक चली। पहली पाली में 234 में से 228 परीक्षार्थी शामिल हुए, 6 परीक्षार्थी अनुपस्थित रहे। केंद्राधीक्षक ने बताया कि गहन जांच के बाद ही परीक्षार्थियों को केंद्र में प्रवेश दिया गया। प्रशासनिक पदाधिकारी लगातार केंद्रों का निरीक्षण करते रहे।: [634, 1051, 993, 1124]
- news-dateline: मैनाटांड़/नवबिहार टाइम्स संवाददाता।: [21, 1058, 152, 1070]
- article-body: [355, 593, 838, 743]
- article-text: ज्ञात हो कि शिक्षा विभाग के निर्देश पर जिले के सभी सरकारी विद्यालयों में अभिभावक-शिक्षक संगोष्ठी का आयोजन किया जा रहा है, ताकि विद्यालय एवं समुदाय के बीच संवाद बढ़े और बच्चों का ठहराव सुनिश्चित हो। अधिकारियों द्वारा संगोष्ठियों का औचक निरीक्षण भी किया जा रहा है।: [1103, 1429, 1272, 1530]
- continuation-text: आयोजन समिति के सदस्यों ने बताया कि महायज्ञ के दौरान प्रतिदिन दोपहर में प्रवचन एवं संध्या में आरती व रामलीला का आयोजन होगा। 4 फरवरी को दैनिक पूजन व मंगल पाठ, 5 फरवरी को अधिवास, 6 फरवरी को जलाधिवास, 7 फरवरी को फलाधिवास, 8 फरवरी को महास्नान एवं अंतिम दिन पूर्णाहुति के साथ महाप्रसाद का वितरण किया जाएगा। देश के विख्यात कथावाचक प्रवचन करेंगे। समिति ने श्रद्धालुओं से अधिक से अधिक संख्या में पहुंचकर धर्म लाभ उठाने की अपील की है।: [1182, 814, 1493, 948]
- chamber-meeting-photo: [200, 302, 398, 435]
- news-text: गवर्नमेंट मेडिकल कॉलेज अस्पताल में सोमवार दोपहर इलाज के दौरान एक बंदी की मौत हो गई। मृतक की पहचान नौतन थाना क्षेत्र के निवासी गोरख मुखिया (75) के रूप में हुई है। बताया जाता है कि जेल में तबीयत बिगड़ने पर उसे इलाज के लिए भर्ती कराया गया था, जहां उपचार के दौरान करीब एक बजे उसकी मौत हो गई। वह गत 10 अक्टूबर 2025 से मंडल कारा में बंद था और जेल आने के समय से ही अस्वस्थ था। इसके पहले भी उसका इलाज किया गया था। पोस्टमार्टम के बाद शव परिजनों को सौंप दिया गया।: [21, 145, 184, 297]
- article-text: अनुमंडल क्षेत्र के कुल 12 केंद्रों पर सोमवार से इंटरमीडिएट वार्षिक परीक्षा शुरू हो गई। पहले दिन पहली पाली में विज्ञान संकाय की जबकि दूसरी पाली में कला एवं वाणिज्य संकाय के छात्रों की परीक्षा ली गई। इस बार कुल 6147 परीक्षार्थी शामिल हो रहे हैं, जिनमें छात्राओं की संख्या अधिक है।: [432, 864, 617, 950]
- lead-intro-column: [200, 115, 298, 265]
- article-dateline: चिरैया (पूर्वी चंपारण)/नवबिहार टाइम्स संवाददाता।: [634, 1051, 808, 1062]
- article-dateline: बेतिया/नवबिहार टाइम्स संवाददाता।: [857, 301, 1012, 313]
- article-dateline: एकमा (सारण)/नवबिहार टाइम्स संवाददाता।: [1095, 581, 1216, 605]
- registration-dot: [82, 2403, 91, 2412]
- cmyk-yellow: Y: [1458, 2408, 1476, 2426]
- news-headline: माघ माह में अजय बने सेवा और सद्भाव का मिसाल: [21, 1172, 162, 1202]
- news-dateline: बेतिया/नवबिहार टाइम्स संवाददाता।: [21, 345, 139, 356]
- continuation-columns: [1021, 813, 1493, 1207]
- exam-hall-photo: [624, 863, 841, 1015]
- registration-dots-center: [960, 2403, 1064, 2412]
